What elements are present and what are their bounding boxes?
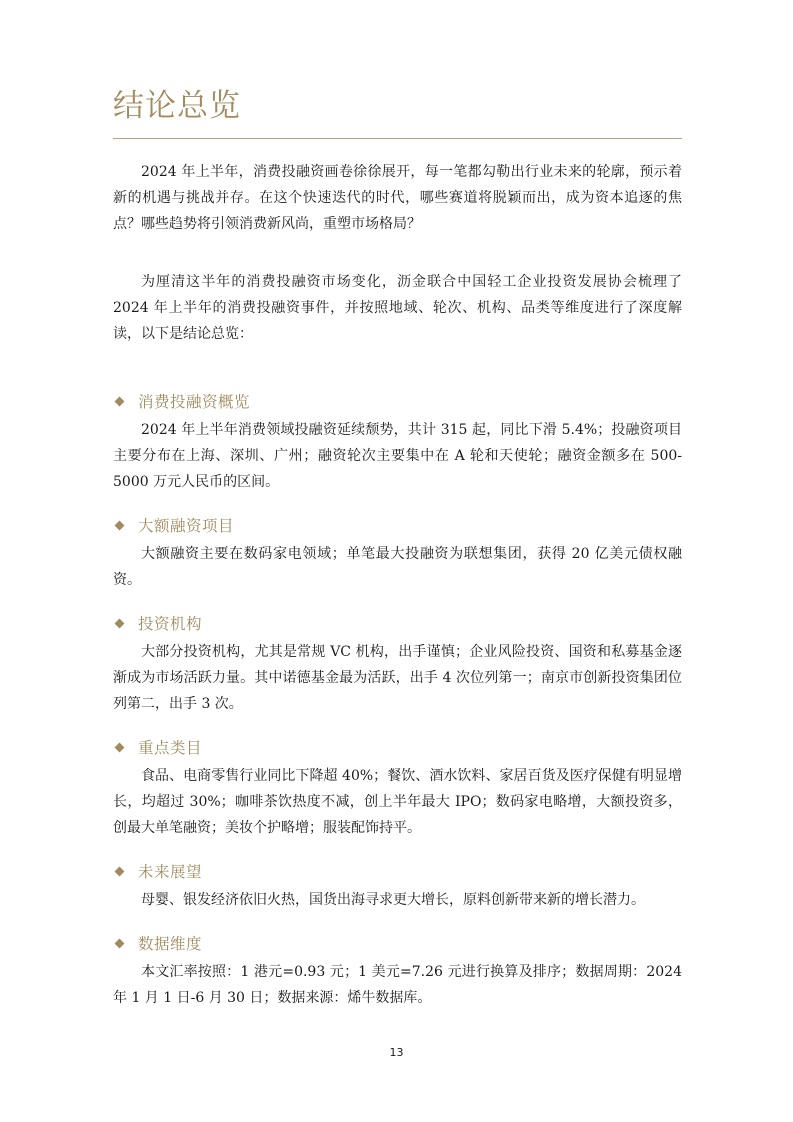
diamond-bullet-icon bbox=[115, 866, 125, 876]
section-heading bbox=[113, 733, 682, 761]
section-title: 投资机构 bbox=[138, 615, 203, 633]
title-divider bbox=[113, 138, 682, 139]
diamond-bullet-icon bbox=[115, 742, 125, 752]
section-body: 大额融资主要在数码家电领域；单笔最大投融资为联想集团，获得 20 亿美元债权融资。 bbox=[113, 546, 682, 588]
section-body: 大部分投资机构，尤其是常规 VC 机构，出手谨慎；企业风险投资、国资和私募基金逐渐成为市场活跃力量。其中诺德基金最为活跃，出手 4 次位列第一；南京市创新投资集团位列第二，出手 3 次。 bbox=[113, 644, 682, 712]
section-heading bbox=[113, 857, 682, 885]
section-title: 消费投融资概览 bbox=[138, 393, 251, 411]
section-body: 2024 年上半年消费领域投融资延续颓势，共计 315 起，同比下滑 5.4%；投融资项目主要分布在上海、深圳、广州；融资轮次主要集中在 A 轮和天使轮；融资金额多在 500-5000 万元人民币的区间。 bbox=[113, 422, 682, 490]
diamond-bullet-icon bbox=[115, 618, 125, 628]
section-financing-overview bbox=[113, 387, 682, 495]
diamond-bullet-icon bbox=[115, 396, 125, 406]
section-title: 数据维度 bbox=[138, 935, 203, 953]
section-body: 本文汇率按照：1 港元=0.93 元；1 美元=7.26 元进行换算及排序；数据周期：2024 年 1 月 1 日-6 月 30 日；数据来源：烯牛数据库。 bbox=[113, 964, 682, 1006]
section-data-dimensions bbox=[113, 929, 682, 1011]
section-future-outlook bbox=[113, 857, 682, 913]
page-number: 13 bbox=[389, 1046, 404, 1059]
section-body: 食品、电商零售行业同比下降超 40%；餐饮、酒水饮料、家居百货及医疗保健有明显增长，均超过 30%；咖啡茶饮热度不减，创上半年最大 IPO；数码家电略增，大额投资多，创最大单笔融资；美妆个护略增；服装配饰持平。 bbox=[113, 768, 682, 836]
section-heading bbox=[113, 929, 682, 957]
diamond-bullet-icon bbox=[115, 938, 125, 948]
intro-paragraph-2: 为厘清这半年的消费投融资市场变化，沥金联合中国轻工企业投资发展协会梳理了 2024 年上半年的消费投融资事件，并按照地域、轮次、机构、品类等维度进行了深度解读，以下是结论总览： bbox=[113, 274, 682, 342]
section-heading bbox=[113, 387, 682, 415]
page-title: 结论总览 bbox=[113, 88, 241, 124]
section-heading bbox=[113, 511, 682, 539]
section-body: 母婴、银发经济依旧火热，国货出海寻求更大增长，原料创新带来新的增长潜力。 bbox=[141, 892, 645, 908]
section-title: 大额融资项目 bbox=[138, 517, 235, 535]
diamond-bullet-icon bbox=[115, 520, 125, 530]
section-title: 重点类目 bbox=[138, 739, 203, 757]
section-large-financing bbox=[113, 511, 682, 593]
intro-paragraph-1: 2024 年上半年，消费投融资画卷徐徐展开，每一笔都勾勒出行业未来的轮廓，预示着新的机遇与挑战并存。在这个快速迭代的时代，哪些赛道将脱颖而出，成为资本追逐的焦点？哪些趋势将引领消费新风尚，重塑市场格局？ bbox=[113, 164, 682, 232]
section-title: 未来展望 bbox=[138, 863, 203, 881]
document-body bbox=[113, 159, 682, 1027]
section-investment-institutions bbox=[113, 609, 682, 717]
section-key-categories bbox=[113, 733, 682, 841]
section-heading bbox=[113, 609, 682, 637]
